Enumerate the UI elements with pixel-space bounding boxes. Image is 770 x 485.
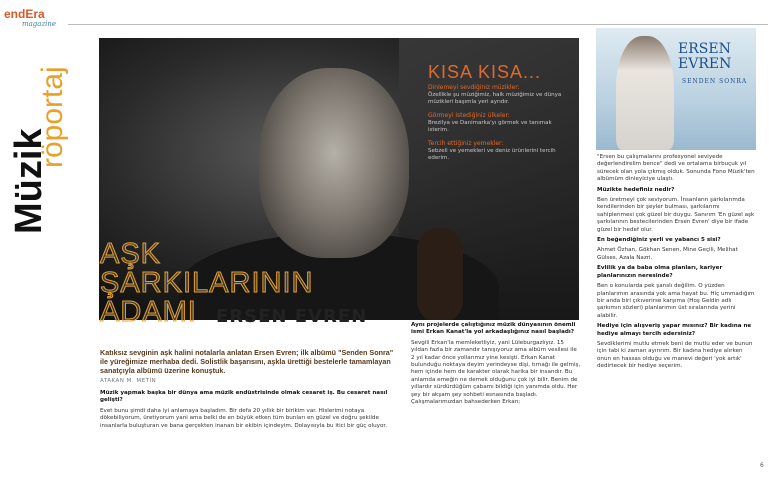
question: En beğendiğiniz yerli ve yabancı 5 sisi? [597,237,721,244]
section-label [6,38,69,238]
answer: "Ersen bu çalışmalarını profesyonel seviyede değerlendirelim bence" dedi ve ortalama birbuçuk yıl sürecek olan yola çıkmış olduk. Sonunda Fono Müzik'ten albümüm dinleyiciye ulaştı. [597,154,755,183]
headline-line-2: ŞARKILARININ [100,267,314,299]
kisa-list [428,84,573,168]
article-column-1 [100,390,405,433]
kisa-question: Dinlemeyi sevdiğiniz müzikler: [428,84,520,91]
answer: Sevgili Erkan'la memleketliyiz, yani Lüleburgazlıyız. 15 yıldan fazla bir zamandır tanışıyoruz ama albüm vesilesi ile 2 yıl kadar önce yollarımız yine kesişti. Erkan Kanat bulunduğu noktaya deyim yerindeyse dişi, tırnağı ile gelmiş, hem içinde hem de karakter olarak harika bir insandır. Bu anlamda emeğin ne demek olduğunu çok iyi bilir. Benim de yıllardır sürdürdüğüm çabamı bildiği için yanımda oldu. Her şey bir akşam şey sohbeti esnasında başladı. Çalışmalarımızdan bahsederken Erkan; [411,339,581,406]
kisa-question: Görmeyi istediğiniz ülkeler: [428,112,510,119]
kisa-answer: Brezilya ve Danimarka'yı görmek ve tanımak isterim. [428,120,552,133]
question: Aynı projelerde çalıştığınız müzik dünyasının önemli ismi Erkan Kanat'la yol arkadaşlığınız nasıl başladı? [411,322,576,336]
question: Evlilik ya da baba olma planları, kariyer planlarınızın neresinde? [597,265,723,279]
article-column-2 [411,322,581,409]
kisa-title: KISA KISA... [428,62,542,82]
top-rule [68,24,768,25]
answer: Ben o konularda pek şanslı değilim. O yüzden planlarımın arasında yok ama hayat bu. Hiç ummadığım bir anda biri çıkıverirse karşıma (Hoş Geldin adlı şarkımın sözleri) planlarımın üst sıralarında yerini alabilir. [597,283,755,319]
album-artist: ERSEN EVREN [678,41,732,72]
article-column-3 [597,154,757,374]
artist-name: ERSEN EVREN [216,306,368,327]
kisa-item [428,84,573,106]
answer: Ahmet Özhan, Gökhan Senen, Mine Geçili, Melihat Gülses, Azala Nazri. [597,247,738,261]
hero-face [259,68,409,258]
magazine-brand: endEra [4,7,45,21]
magazine-sub: magazine [22,20,57,28]
answer: Sevdiklerimi mutlu etmek beni de mutlu eder ve bunun için tabi ki zaman ayırırım. Bir kadına hediye alırken onun en hassas olduğu ve manevi değeri 'yok artık' dedirtecek bir hediye seçerim. [597,340,753,370]
headline-line-1: AŞK [100,238,162,270]
section-sub: röportaj [36,66,69,168]
headline [100,240,400,327]
kisa-answer: Özellikle şu müziğimiz, halk müziğimiz ve dünya müzikleri başımla yeri ayrıdır. [428,92,562,105]
violin [417,228,463,320]
lead-paragraph: Katıksız sevginin aşk halini notalarla anlatan Ersen Evren; ilk albümü "Senden Sonra" ile yüreğimize merhaba dedi. Solistlik başarısını, aşkla ürettiği bestelerle tamamlayan sanatçıyla albümü üzerine konuştuk. [100,348,394,375]
kisa-item [428,140,573,162]
headline-line-3: ADAMI [100,296,197,328]
page-number: 6 [760,462,764,469]
question: Hediye için alışveriş yapar mısınız? Bir kadına ne hediye almayı tercih edersiniz? [597,323,752,337]
question: Müzik yapmak başka bir dünya ama müzik endüstrisinde olmak cesaret iş. Bu cesaret nasıl gelişti? [100,390,388,404]
kisa-item [428,112,573,134]
album-title: SENDEN SONRA [682,78,748,85]
question: Müzikte hedefiniz nedir? [597,186,675,193]
kisa-question: Tercih ettiğiniz yemekler: [428,140,504,147]
album-cover [596,28,756,150]
section-main: Müzik [8,128,50,234]
byline: ATAKAN M. METİN [100,378,157,384]
magazine-logo [4,8,66,32]
answer: Ben üretmeyi çok seviyorum. İnsanların şarkılarımda kendilerinden bir şeyler bulması, şarkılarımı sahiplenmesi çok güzel bir duygu. Sanırım 'En güzel aşk şarkılarının bestecilerinden Ersen Evren' diye bir ifade güzel bir hedef olur. [597,197,755,233]
album-artist-photo [616,36,674,150]
kisa-answer: Sebzeli ve yemekleri ve deniz ürünlerini tercih ederim. [428,148,556,161]
answer: Evet bunu şimdi daha iyi anlamaya başladım. Bir defa 20 yıllık bir birikim var. Hislerimi notaya dökebiliyorum, üretiyorum yani ama belki de en büyük etken tüm bunları en güzel ve doğru şekilde insanlarla buluşturan ve bana gerçekten inanan bir ekibin içindeyim. Dolayısıyla bu itici bir güç oluyor. [100,407,387,429]
